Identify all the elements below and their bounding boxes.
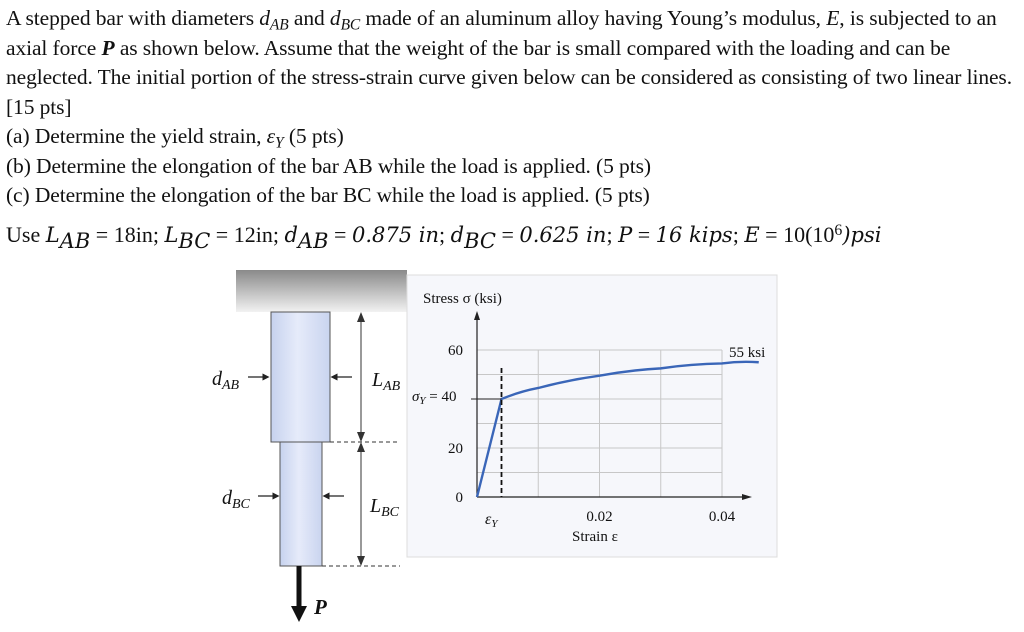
lab-dimension-arrow-top [357,312,365,322]
ultimate-stress-annotation: 55 ksi [729,345,766,361]
label-p: P [314,595,327,619]
label-lbc: $L_{BC}$ [370,495,400,520]
part-b: (b) Determine the elongation of the bar AB while the load is applied. (5 pts) [6,153,651,178]
problem-intro: A stepped bar with diameters $d_{AB}$ and $d_{BC}$ made of an aluminum alloy having Young’s modulus, E, is subjected to an axial force P as shown below. Assume that the weight of the bar is small compared with the loading and can be neglected. The initial portion of the stress-strain curve given below can be considered as consisting of two linear lines. [15 pts] [6,6,1012,119]
y-axis-title: Stress σ (ksi) [423,291,502,307]
part-a: (a) Determine the yield strain, $\varepsilon_Y$ (5 pts) [6,124,344,152]
stepped-bar-diagram [212,270,407,622]
given-values: Use $L_{AB} = 18in$; $L_{BC} = 12in$; $d_{AB} = 0.875$ in; $d_{BC} = 0.625$ in; P = 16 kips; $E = 10(10^6)psi$ [6,221,882,253]
yield-strain-label: εY [485,511,498,530]
x-tick-label: 0.04 [708,509,736,525]
yield-stress-label: $\sigma_Y = 40$ [412,389,457,407]
y-tick-label: 0 [455,490,463,506]
bar-segment-ab [271,312,330,442]
part-c: (c) Determine the elongation of the bar BC while the load is applied. (5 pts) [6,183,650,207]
label-dbc: $d_{BC}$ [222,487,250,512]
load-arrow-head [291,606,307,622]
bar-segment-bc [280,442,322,566]
x-axis-title: Strain ε [572,529,618,545]
label-dab: $d_{AB}$ [212,368,240,393]
label-lab: $L_{AB}$ [372,369,401,394]
x-tick-label: 0.02 [586,509,613,525]
stress-strain-chart [407,275,777,557]
y-tick-label: 20 [448,441,463,457]
lbc-dimension-arrow-top [357,442,365,452]
lab-dimension-arrow-bottom [357,432,365,442]
lbc-dimension-arrow-bottom [357,556,365,566]
fixed-support [236,270,407,312]
y-tick-label: 60 [448,343,463,359]
